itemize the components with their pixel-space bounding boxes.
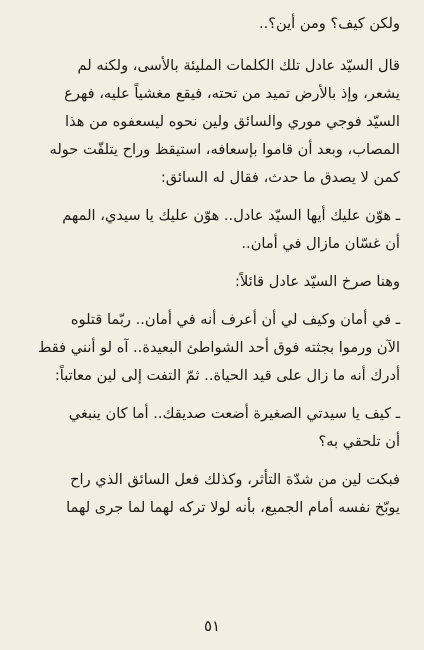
body-text xyxy=(26,10,400,522)
text-line: يشعر، وإذ بالأرض تميد من تحته، فيقع مغشياً عليه، فهرع xyxy=(64,85,400,102)
text-line: المصاب، وبعد أن قاموا بإسعافه، استيقظ وراح يتلفّت حوله xyxy=(49,141,400,158)
text-line: أدرك أنه ما زال على قيد الحياة.. ثمّ التفت إلى لين معاتباً: xyxy=(54,367,400,384)
text-line: ـ كيف يا سيدتي الصغيرة أضعت صديقك.. أما كان ينبغي xyxy=(68,405,400,422)
text-line: الآن ورموا بجثته فوق أحد الشواطئ البعيدة.. آه لو أنني فقط xyxy=(37,339,400,356)
text-line: أن غسّان مازال في أمان.. xyxy=(241,235,400,252)
text-line: كمن لا يصدق ما حدث، فقال له السائق: xyxy=(160,169,400,186)
text-line: أن تلحقي به؟ xyxy=(318,433,400,450)
text-line: قال السيّد عادل تلك الكلمات المليئة بالأسى، ولكنه لم xyxy=(77,57,400,74)
text-line: ـ هوّن عليك أيها السيّد عادل.. هوّن عليك يا سيدي، المهم xyxy=(62,207,400,224)
text-line: يوبّخ نفسه أمام الجميع، بأنه لولا تركه لهما لما جرى لهما xyxy=(66,499,400,516)
text-line: ـ في أمان وكيف لي أن أعرف أنه في أمان.. ربّما قتلوه xyxy=(70,311,400,328)
page-number: ٥١ xyxy=(203,617,221,635)
text-line: ولكن كيف؟ ومن أين؟.. xyxy=(258,15,400,32)
text-line: السيّد فوجي موري والسائق ولين نحوه ليسعفوه من هذا xyxy=(65,113,400,130)
text-line: فبكت لين من شدّة التأثر، وكذلك فعل السائق الذي راح xyxy=(70,471,400,488)
text-line: وهنا صرخ السيّد عادل قائلاً: xyxy=(235,273,400,290)
